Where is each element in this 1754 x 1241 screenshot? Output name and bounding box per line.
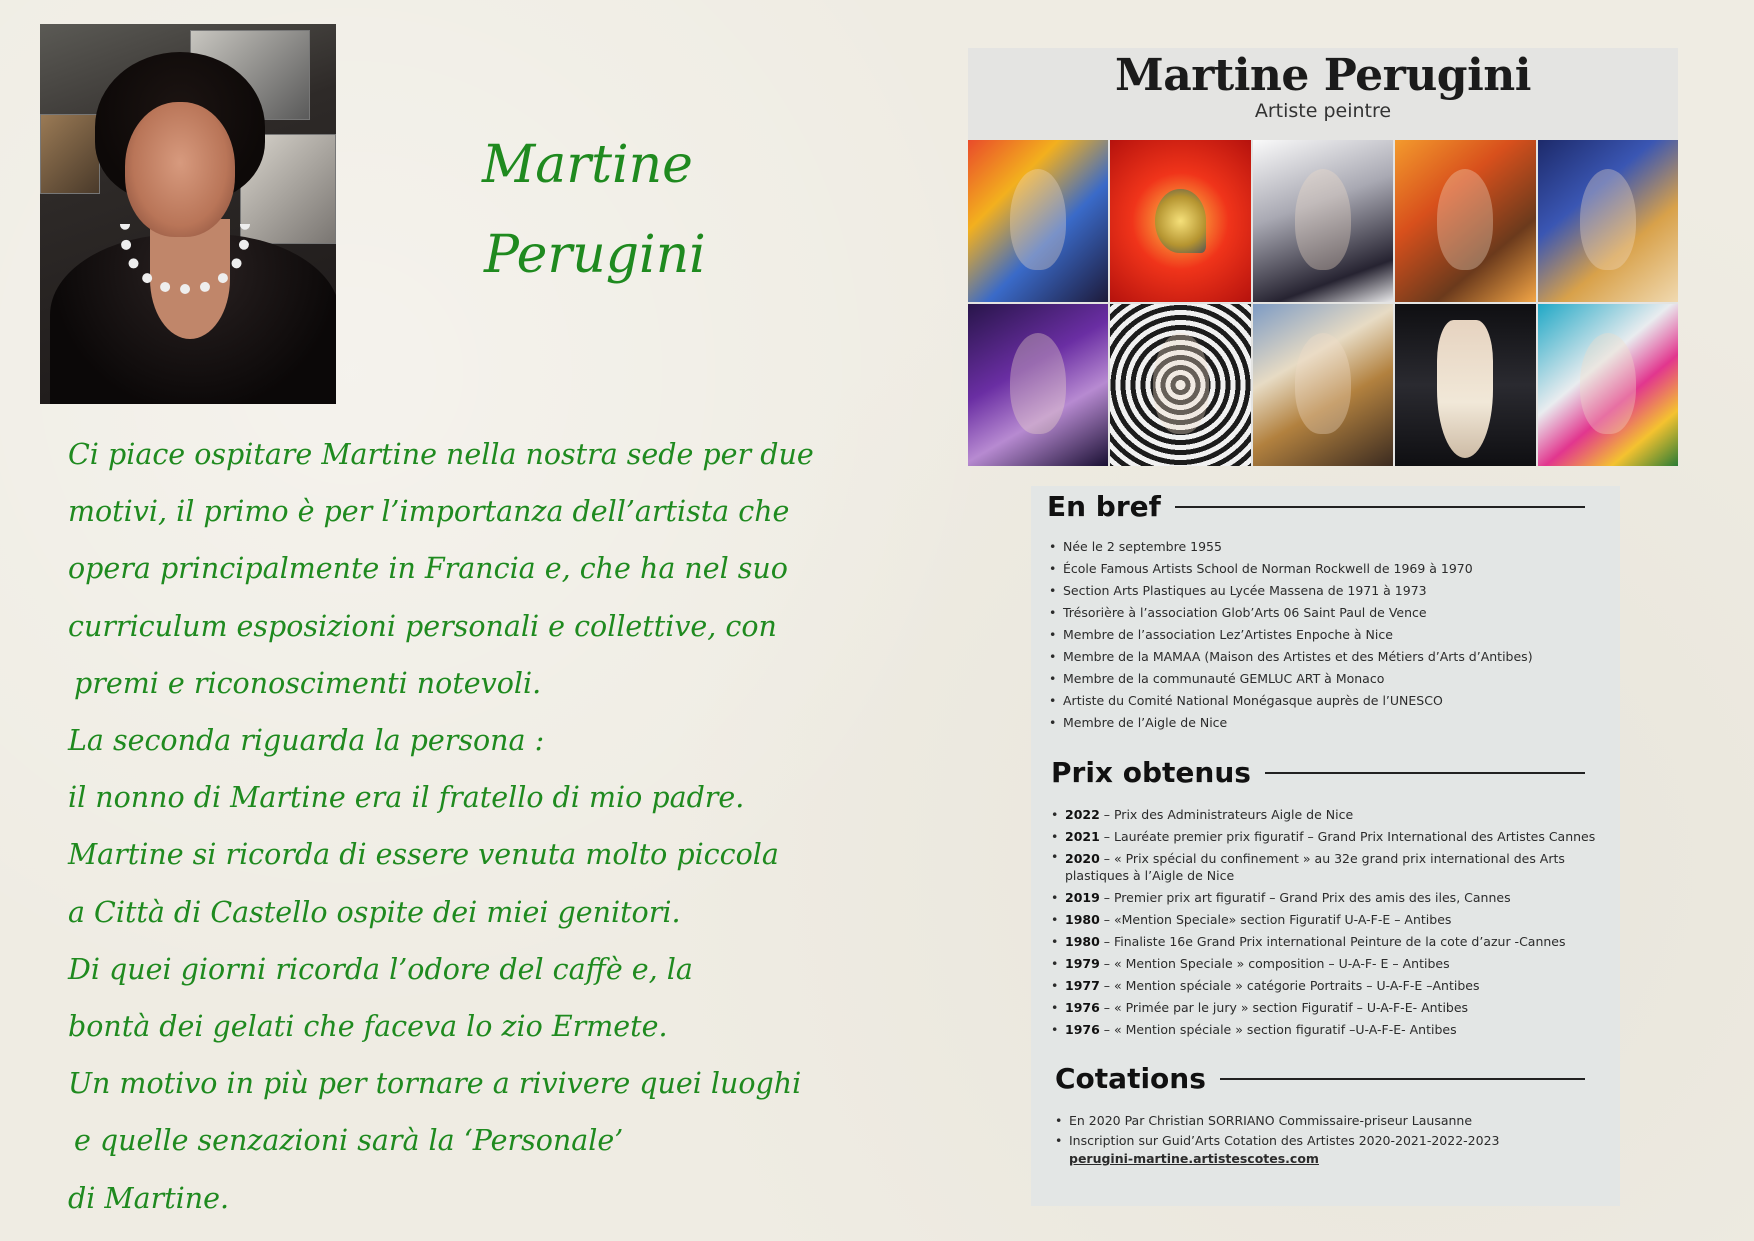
body-line: Martine si ricorda di essere venuta molto piccola: [68, 838, 779, 872]
section-heading-cotations: [1055, 1062, 1585, 1095]
list-item: • 1980 – «Mention Speciale» section Figuratif U-A-F-E – Antibes: [1051, 909, 1606, 931]
list-item: • 1979 – « Mention Speciale » composition – U-A-F- E – Antibes: [1051, 953, 1606, 975]
artwork-tile: [1538, 304, 1678, 466]
heading-text: Prix obtenus: [1051, 756, 1251, 789]
list-item: • Section Arts Plastiques au Lycée Massena de 1971 à 1973: [1049, 580, 1533, 602]
artwork-tile: [968, 140, 1108, 302]
artwork-tile: [1110, 140, 1250, 302]
list-item: • Membre de la communauté GEMLUC ART à Monaco: [1049, 668, 1533, 690]
list-item: • 1980 – Finaliste 16e Grand Prix international Peinture de la cote d’azur -Cannes: [1051, 931, 1606, 953]
artwork-tile: [1110, 304, 1250, 466]
list-item: • 2020 – « Prix spécial du confinement » au 32e grand prix international des Arts plastiques à l’Aigle de Nice: [1051, 848, 1606, 887]
list-item: • 1977 – « Mention spéciale » catégorie Portraits – U-A-F-E –Antibes: [1051, 975, 1606, 997]
title-line-2: Perugini: [484, 225, 706, 285]
en-bref-list: [1049, 536, 1533, 734]
artwork-tile: [1253, 304, 1393, 466]
body-line: e quelle senzazioni sarà la ‘Personale’: [74, 1124, 624, 1158]
list-item: • 1976 – « Primée par le jury » section Figuratif – U-A-F-E- Antibes: [1051, 997, 1606, 1019]
artwork-tile: [1538, 140, 1678, 302]
list-item: • École Famous Artists School de Norman Rockwell de 1969 à 1970: [1049, 558, 1533, 580]
section-heading-prix: [1051, 756, 1585, 789]
list-item: • Membre de l’Aigle de Nice: [1049, 712, 1533, 734]
artwork-grid: [968, 140, 1678, 466]
artwork-tile: [1395, 304, 1535, 466]
body-line: Un motivo in più per tornare a rivivere quei luoghi: [68, 1067, 802, 1101]
list-item: • Inscription sur Guid’Arts Cotation des Artistes 2020-2021-2022-2023 perugini-martine.artistescotes.com: [1055, 1132, 1499, 1168]
body-line: a Città di Castello ospite dei miei genitori.: [68, 895, 681, 929]
info-sheet: [1031, 486, 1620, 1206]
heading-text: Cotations: [1055, 1062, 1206, 1095]
title-line-1: Martine: [482, 135, 693, 195]
artwork-tile: [1253, 140, 1393, 302]
list-item: • 2021 – Lauréate premier prix figuratif – Grand Prix International des Artistes Cannes: [1051, 826, 1606, 848]
body-line: il nonno di Martine era il fratello di mio padre.: [68, 781, 745, 815]
list-item: • Membre de l’association Lez’Artistes Enpoche à Nice: [1049, 624, 1533, 646]
wall-painting: [40, 114, 100, 194]
list-item: • Née le 2 septembre 1955: [1049, 536, 1533, 558]
artist-photo: [40, 24, 336, 404]
body-line: bontà dei gelati che faceva lo zio Ermete.: [68, 1010, 668, 1044]
heading-rule: [1175, 506, 1585, 508]
list-item: • 2022 – Prix des Administrateurs Aigle de Nice: [1051, 804, 1606, 826]
body-line: di Martine.: [68, 1181, 230, 1215]
cotations-list: [1055, 1110, 1499, 1168]
heading-text: En bref: [1047, 490, 1161, 523]
artist-poster: [968, 48, 1678, 466]
body-line: opera principalmente in Francia e, che ha nel suo: [68, 552, 788, 586]
artist-title: [482, 120, 782, 300]
artwork-tile: [968, 304, 1108, 466]
list-item: • Membre de la MAMAA (Maison des Artistes et des Métiers d’Arts d’Antibes): [1049, 646, 1533, 668]
body-line: Di quei giorni ricorda l’odore del caffè e, la: [68, 952, 693, 986]
body-line: Ci piace ospitare Martine nella nostra sede per due: [68, 438, 814, 471]
cotation-link[interactable]: perugini-martine.artistescotes.com: [1069, 1151, 1319, 1166]
body-line: premi e riconoscimenti notevoli.: [74, 666, 542, 700]
list-item: • Artiste du Comité National Monégasque auprès de l’UNESCO: [1049, 690, 1533, 712]
artwork-tile: [1395, 140, 1535, 302]
list-item: • 1976 – « Mention spéciale » section figuratif –U-A-F-E- Antibes: [1051, 1019, 1606, 1041]
list-item: • Trésorière à l’association Glob’Arts 06 Saint Paul de Vence: [1049, 602, 1533, 624]
prix-list: [1051, 804, 1606, 1041]
artist-face: [125, 102, 235, 237]
body-line: curriculum esposizioni personali e collettive, con: [68, 609, 777, 643]
section-heading-en-bref: [1047, 490, 1585, 523]
body-line: motivi, il primo è per l’importanza dell’artista che: [68, 495, 790, 529]
list-item: • 2019 – Premier prix art figuratif – Grand Prix des amis des iles, Cannes: [1051, 887, 1606, 909]
intro-text: [68, 426, 868, 1227]
poster-name: Martine Perugini: [1115, 50, 1531, 101]
list-item: • En 2020 Par Christian SORRIANO Commissaire-priseur Lausanne: [1055, 1110, 1499, 1132]
poster-subtitle: Artiste peintre: [1254, 100, 1392, 122]
heading-rule: [1265, 772, 1585, 774]
heading-rule: [1220, 1078, 1585, 1080]
body-line: La seconda riguarda la persona :: [68, 724, 545, 758]
